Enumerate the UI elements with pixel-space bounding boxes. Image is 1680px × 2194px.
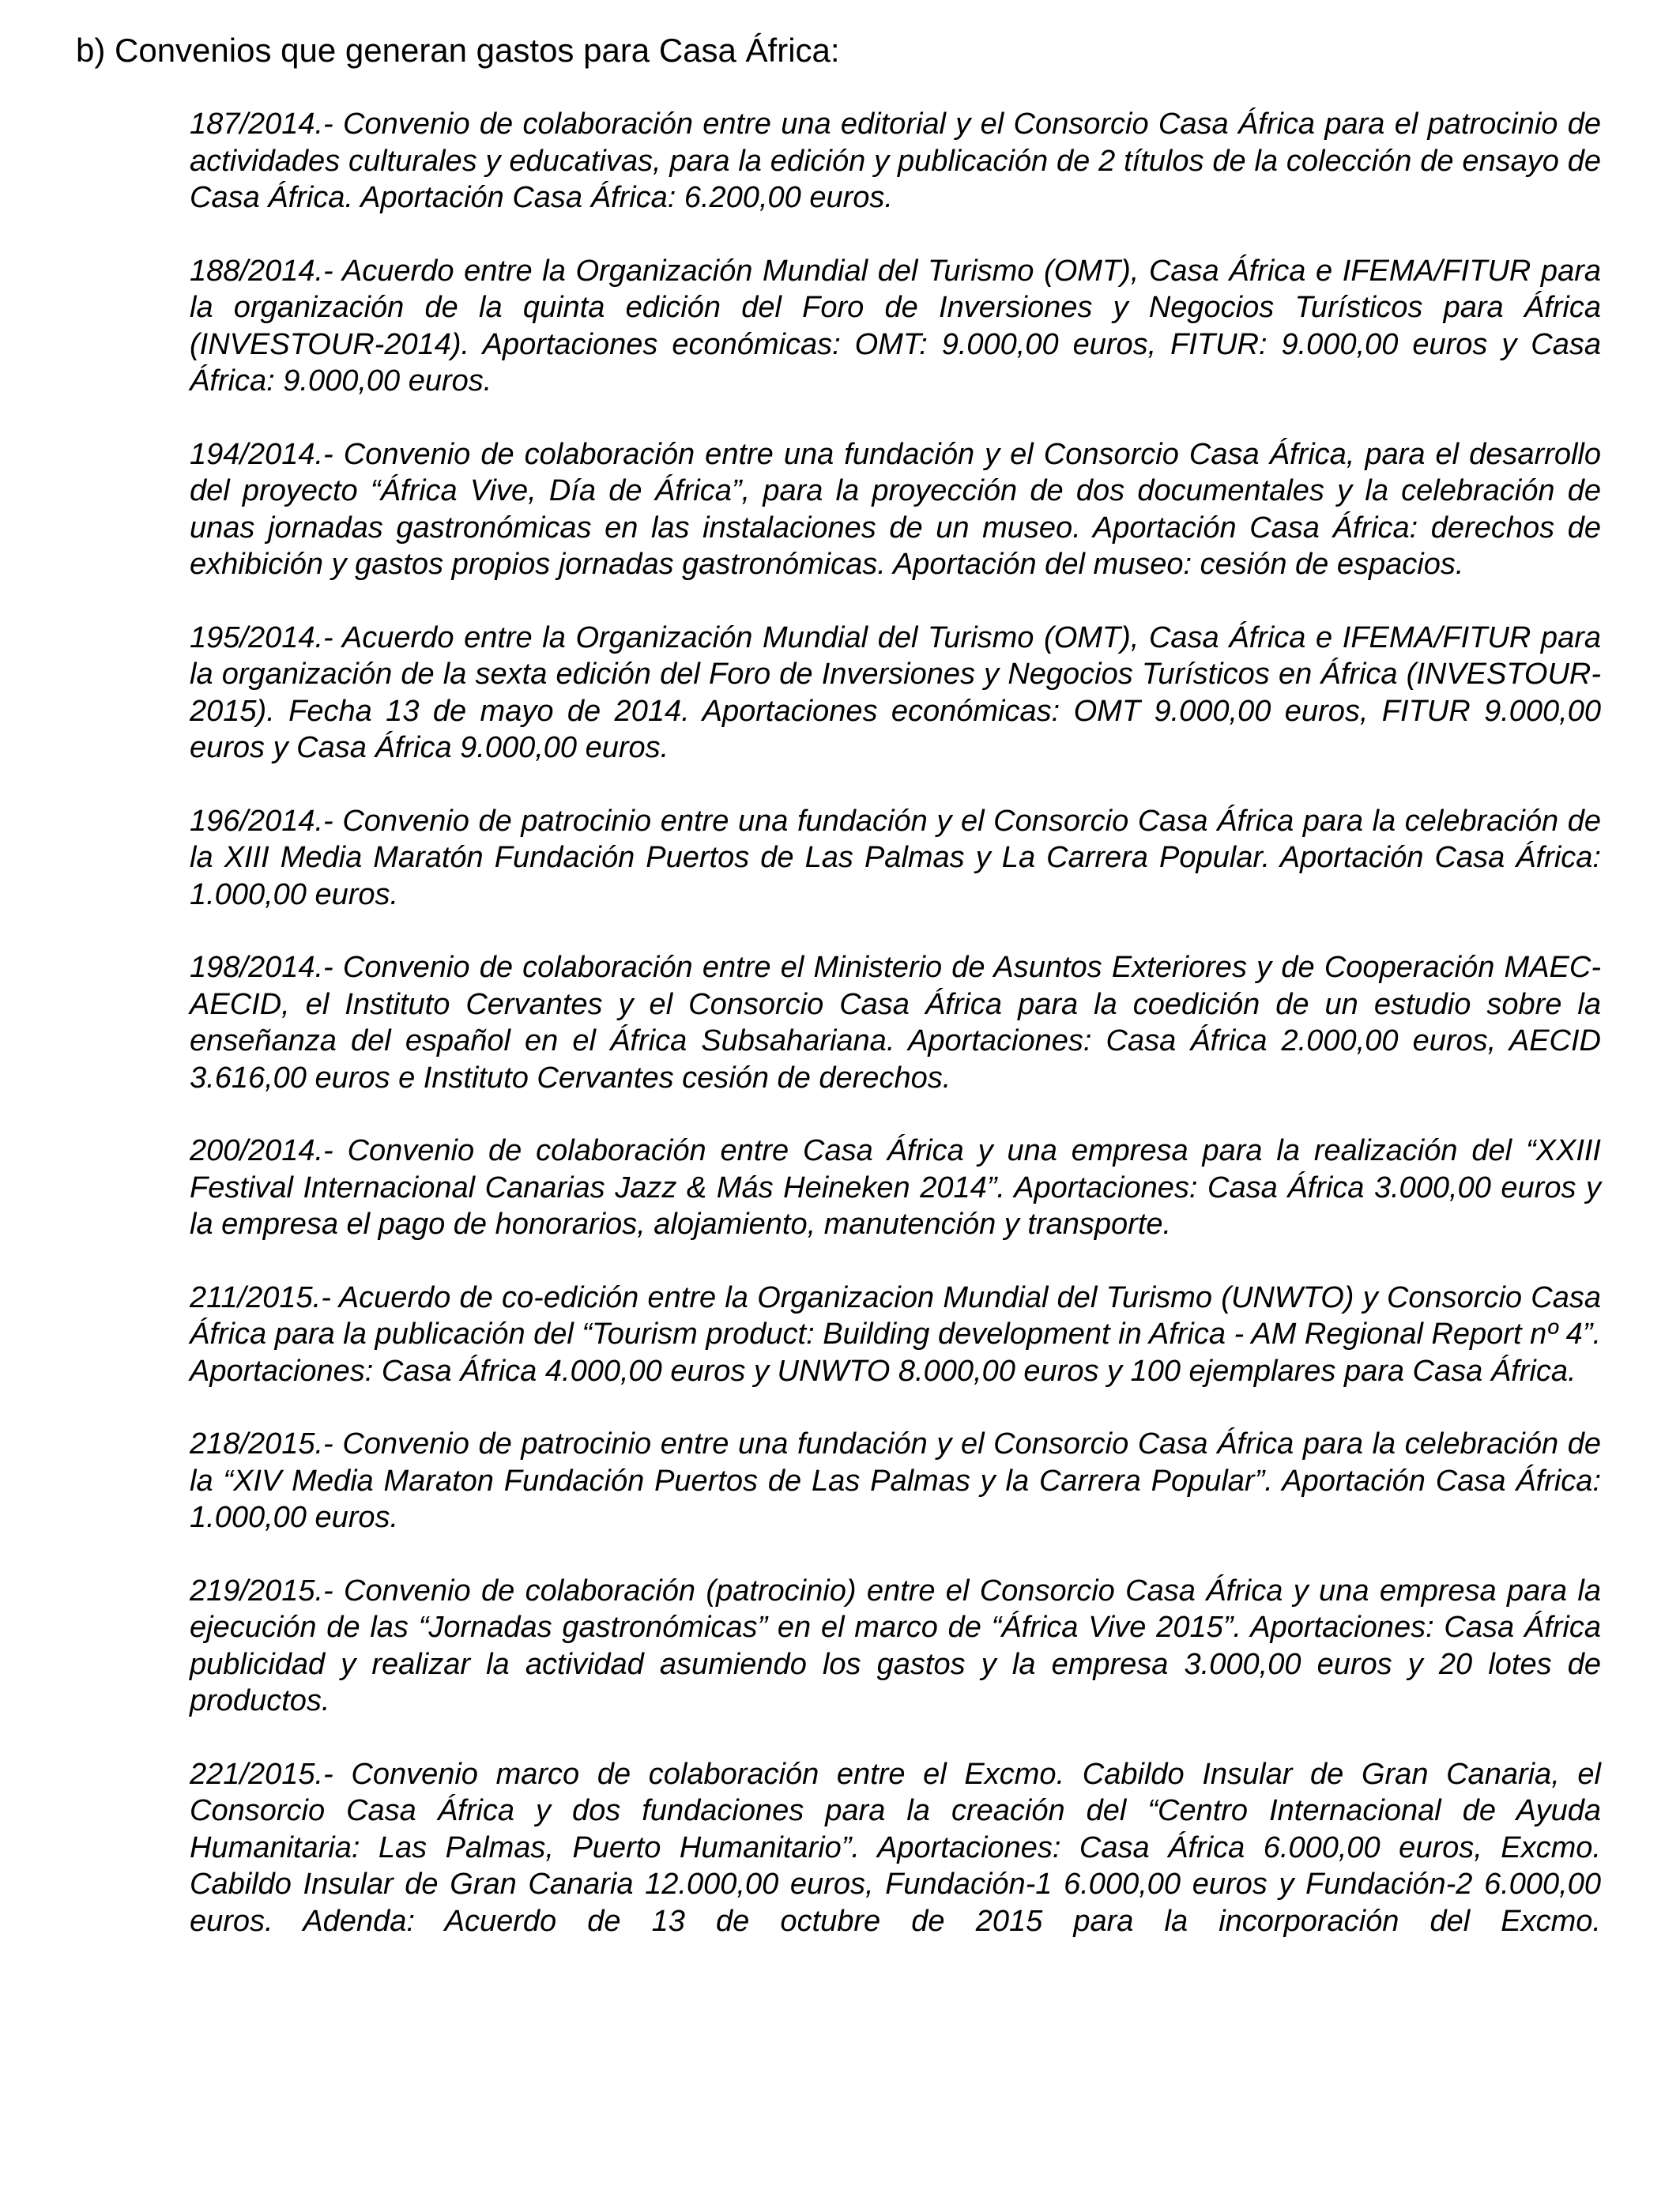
agreements-list	[190, 106, 1601, 1940]
agreement-entry-200-2014: 200/2014.- Convenio de colaboración entre Casa África y una empresa para la realización del “XXIII Festival Internacional Canarias Jazz & Más Heineken 2014”. Aportaciones: Casa África 3.000,00 euros y la empresa el pago de honorarios, alojamiento, manutención y transporte.	[190, 1134, 1601, 1241]
agreement-entry-194-2014: 194/2014.- Convenio de colaboración entre una fundación y el Consorcio Casa África, para el desarrollo del proyecto “África Vive, Día de África”, para la proyección de dos documentales y la celebración de unas jornadas gastronómicas en las instalaciones de un museo. Aportación Casa África: derechos de exhibición y gastos propios jornadas gastronómicas. Aportación del museo: cesión de espacios.	[190, 437, 1601, 581]
section-heading: b) Convenios que generan gastos para Casa África:	[76, 32, 840, 69]
agreement-entry-195-2014: 195/2014.- Acuerdo entre la Organización Mundial del Turismo (OMT), Casa África e IFEMA/FITUR para la organización de la sexta edición del Foro de Inversiones y Negocios Turísticos en África (INVESTOUR-2015). Fecha 13 de mayo de 2014. Aportaciones económicas: OMT 9.000,00 euros, FITUR 9.000,00 euros y Casa África 9.000,00 euros.	[190, 620, 1601, 764]
agreement-entry-188-2014: 188/2014.- Acuerdo entre la Organización Mundial del Turismo (OMT), Casa África e IFEMA/FITUR para la organización de la quinta edición del Foro de Inversiones y Negocios Turísticos para África (INVESTOUR-2014). Aportaciones económicas: OMT: 9.000,00 euros, FITUR: 9.000,00 euros y Casa África: 9.000,00 euros.	[190, 254, 1601, 398]
agreement-entry-198-2014: 198/2014.- Convenio de colaboración entre el Ministerio de Asuntos Exteriores y de Cooperación MAEC-AECID, el Instituto Cervantes y el Consorcio Casa África para la coedición de un estudio sobre la enseñanza del español en el África Subsahariana. Aportaciones: Casa África 2.000,00 euros, AECID 3.616,00 euros e Instituto Cervantes cesión de derechos.	[190, 951, 1601, 1095]
agreement-entry-196-2014: 196/2014.- Convenio de patrocinio entre una fundación y el Consorcio Casa África para la celebración de la XIII Media Maratón Fundación Puertos de Las Palmas y La Carrera Popular. Aportación Casa África: 1.000,00 euros.	[190, 804, 1601, 911]
agreement-entry-219-2015: 219/2015.- Convenio de colaboración (patrocinio) entre el Consorcio Casa África y una empresa para la ejecución de las “Jornadas gastronómicas” en el marco de “África Vive 2015”. Aportaciones: Casa África publicidad y realizar la actividad asumiendo los gastos y la empresa 3.000,00 euros y 20 lotes de productos.	[190, 1574, 1601, 1717]
agreement-entry-211-2015: 211/2015.- Acuerdo de co-edición entre la Organizacion Mundial del Turismo (UNWTO) y Consorcio Casa África para la publicación del “Tourism product: Building development in Africa - AM Regional Report nº 4”. Aportaciones: Casa África 4.000,00 euros y UNWTO 8.000,00 euros y 100 ejemplares para Casa África.	[190, 1280, 1601, 1388]
agreement-entry-218-2015: 218/2015.- Convenio de patrocinio entre una fundación y el Consorcio Casa África para la celebración de la “XIV Media Maraton Fundación Puertos de Las Palmas y la Carrera Popular”. Aportación Casa África: 1.000,00 euros.	[190, 1427, 1601, 1534]
agreement-entry-221-2015: 221/2015.- Convenio marco de colaboración entre el Excmo. Cabildo Insular de Gran Canaria, el Consorcio Casa África y dos fundaciones para la creación del “Centro Internacional de Ayuda Humanitaria: Las Palmas, Puerto Humanitario”. Aportaciones: Casa África 6.000,00 euros, Excmo. Cabildo Insular de Gran Canaria 12.000,00 euros, Fundación-1 6.000,00 euros y Fundación-2 6.000,00 euros. Adenda: Acuerdo de 13 de octubre de 2015 para la incorporación del Excmo.	[190, 1757, 1601, 1938]
agreement-entry-187-2014: 187/2014.- Convenio de colaboración entre una editorial y el Consorcio Casa África para el patrocinio de actividades culturales y educativas, para la edición y publicación de 2 títulos de la colección de ensayo de Casa África. Aportación Casa África: 6.200,00 euros.	[190, 107, 1601, 214]
